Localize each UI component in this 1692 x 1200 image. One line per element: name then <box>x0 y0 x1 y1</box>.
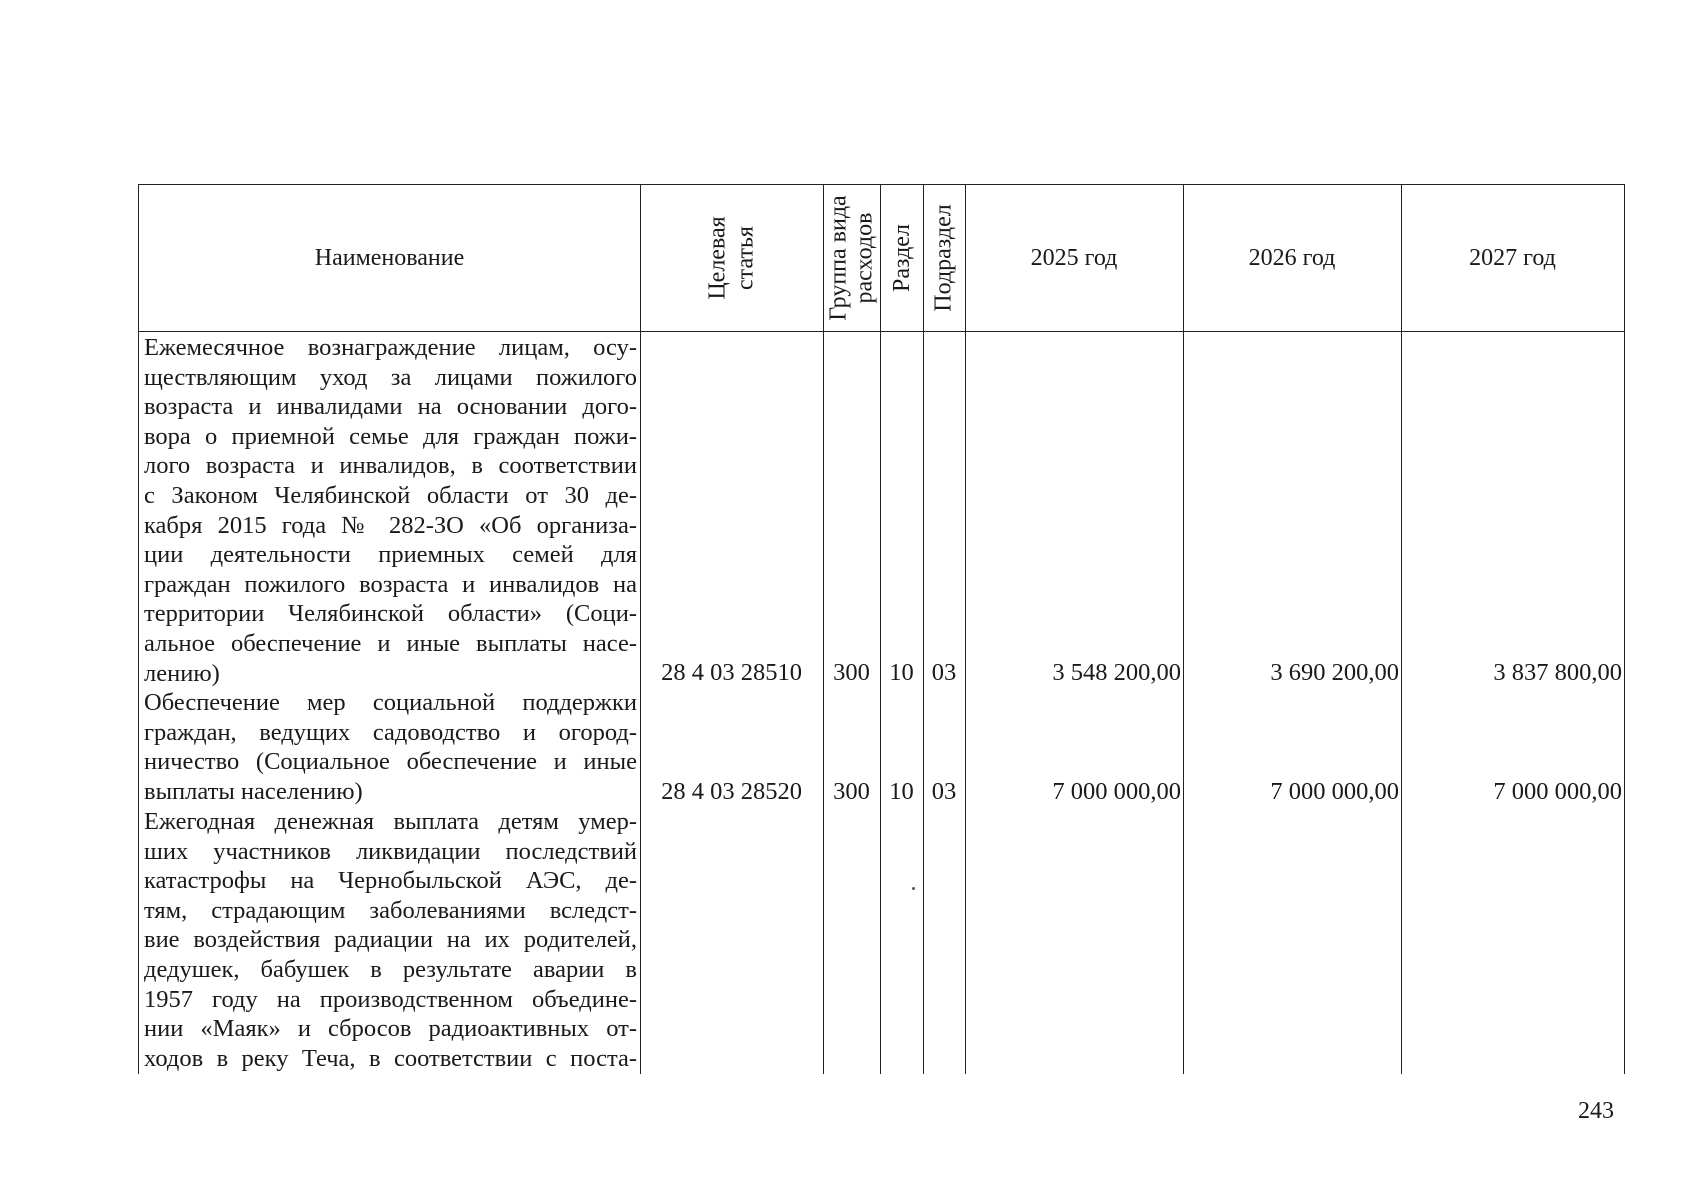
header-expense-group <box>823 185 880 331</box>
header-name-label: Наименование <box>314 244 465 271</box>
row-2-description <box>144 688 637 806</box>
header-expense-group-line2: расходов <box>851 212 878 304</box>
budget-table <box>138 184 1625 1074</box>
row-1-2027: 3 837 800,00 <box>1493 659 1622 686</box>
description-line: вора о приемной семье для граждан пожи- <box>144 422 637 450</box>
row-1-description <box>144 333 637 688</box>
header-2026 <box>1183 185 1401 331</box>
description-line: катастрофы на Чернобыльской АЭС, де- <box>144 867 637 895</box>
description-line: дедушек, бабушек в результате аварии в <box>144 955 637 983</box>
header-2027-label: 2027 год <box>1469 244 1556 271</box>
page-number: 243 <box>1578 1098 1614 1124</box>
description-line: лого возраста и инвалидов, в соответствии <box>144 452 637 480</box>
description-line: Ежегодная денежная выплата детям умер- <box>144 808 637 835</box>
header-2025 <box>965 185 1183 331</box>
header-2025-label: 2025 год <box>1030 244 1118 271</box>
row-1-subsection: 03 <box>931 659 957 686</box>
header-name <box>139 185 640 331</box>
description-line: граждан пожилого возраста и инвалидов на <box>144 570 637 598</box>
description-line: 1957 году на производственном объедине- <box>144 985 637 1013</box>
row-2-expense-group: 300 <box>833 778 870 805</box>
row-2-target-article: 28 4 03 28520 <box>661 778 802 805</box>
row-1-2026: 3 690 200,00 <box>1270 659 1399 686</box>
description-line: с Законом Челябинской области от 30 де- <box>144 481 637 509</box>
description-line: ших участников ликвидации последствий <box>144 837 637 865</box>
row-1-section: 10 <box>889 659 914 686</box>
header-target-article <box>640 185 823 331</box>
header-expense-group-line1: Группа вида <box>825 195 852 321</box>
header-divider <box>139 331 1624 332</box>
row-2-2025: 7 000 000,00 <box>1052 778 1181 805</box>
row-1-expense-group: 300 <box>833 659 870 686</box>
row-1-2025: 3 548 200,00 <box>1052 659 1181 686</box>
description-line: вие воздействия радиации на их родителей, <box>144 926 637 954</box>
description-line: лению) <box>144 659 220 687</box>
description-line: выплаты населению) <box>144 777 363 805</box>
description-line: ничество (Социальное обеспечение и иные <box>144 748 637 776</box>
description-line: тям, страдающим заболеваниями вследст- <box>144 896 637 924</box>
description-line: нии «Маяк» и сбросов радиоактивных от- <box>144 1015 637 1043</box>
row-3-description <box>144 807 637 1073</box>
row-1-target-article: 28 4 03 28510 <box>661 659 802 686</box>
description-line: ходов в реку Теча, в соответствии с поста- <box>144 1044 637 1072</box>
header-target-article-line1: Целевая <box>704 216 731 300</box>
description-line: альное обеспечение и иные выплаты насе- <box>144 629 637 657</box>
header-2026-label: 2026 год <box>1248 244 1336 271</box>
description-line: граждан, ведущих садоводство и огород- <box>144 718 637 746</box>
description-line: ществляющим уход за лицами пожилого <box>144 363 637 391</box>
row-2-2026: 7 000 000,00 <box>1270 778 1399 805</box>
description-line: возраста и инвалидами на основании дого- <box>144 393 637 421</box>
description-line: территории Челябинской области» (Соци- <box>144 600 637 628</box>
row-2-section: 10 <box>889 778 914 805</box>
header-subsection <box>923 185 965 331</box>
header-section <box>880 185 923 331</box>
description-line: Ежемесячное вознаграждение лицам, осу- <box>144 334 637 361</box>
description-line: ции деятельности приемных семей для <box>144 541 637 569</box>
header-target-article-line2: статья <box>732 226 759 290</box>
row-2-subsection: 03 <box>931 778 957 805</box>
header-2027 <box>1401 185 1624 331</box>
header-subsection-label: Подраздел <box>931 204 958 312</box>
description-line: Обеспечение мер социальной поддержки <box>144 689 637 716</box>
header-section-label: Раздел <box>888 224 915 292</box>
scan-speck <box>912 887 915 890</box>
description-line: кабря 2015 года № 282-ЗО «Об организа- <box>144 511 637 539</box>
row-2-2027: 7 000 000,00 <box>1493 778 1622 805</box>
